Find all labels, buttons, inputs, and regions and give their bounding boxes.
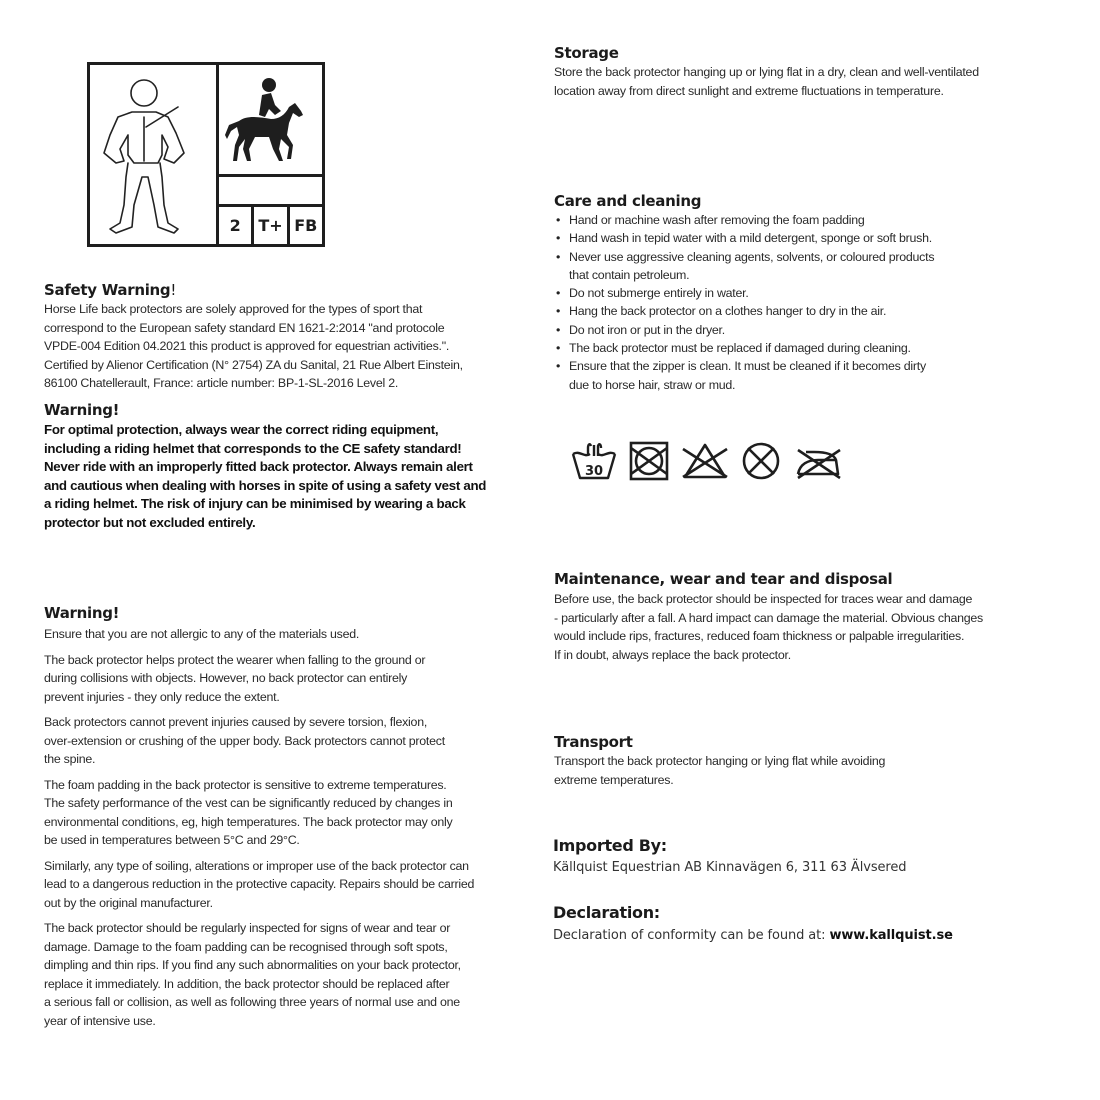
warning-paragraph [44,625,544,644]
safety-warning-section [44,281,534,393]
transport-line: extreme temperatures. [554,772,674,787]
warning-equipment-line: Never ride with an improperly fitted back protector. Always remain alert [44,459,473,475]
paragraph-line: Back protectors cannot prevent injuries caused by severe torsion, flexion, [44,715,428,729]
paragraph-line: damage. Damage to the foam padding can be recognised through soft spots, [44,939,448,954]
transport-line: Transport the back protector hanging or lying flat while avoiding [554,754,886,768]
do-not-dry-clean-icon [740,440,782,482]
warning-equipment-section [44,401,544,533]
paragraph-line: be used in temperatures between 5°C and 29°C. [44,833,300,847]
care-item: • Hand or machine wash after removing the foam padding [554,211,1054,229]
paragraph-line: prevent injuries - they only reduce the extent. [44,689,280,704]
imported-section [553,836,1073,875]
storage-line: location away from direct sunlight and extreme fluctuations in temperature. [554,83,944,98]
back-protector-wearer-icon [90,65,213,244]
wash-temperature: 30 [584,464,604,479]
paragraph-line: the spine. [44,752,96,766]
maintenance-section [554,570,1074,664]
declaration-title: Declaration: [553,903,660,922]
storage-line: Store the back protector hanging up or lying flat in a dry, clean and well-ventilated [554,65,979,79]
hand-wash-30-icon [570,440,618,482]
do-not-tumble-dry-icon [628,440,670,482]
safety-warning-line: Horse Life back protectors are solely approved for the types of sport that [44,302,423,316]
declaration-section [553,903,1073,943]
maintenance-line: Before use, the back protector should be inspected for traces wear and damage [554,592,973,606]
warning-general-section [44,604,544,1030]
care-item: • Hand wash in tepid water with a mild detergent, sponge or soft brush. [554,229,1054,247]
paragraph-line: replace it immediately. In addition, the back protector should be replaced after [44,976,450,991]
safety-warning-line: Certified by Alienor Certification (N° 2754) ZA du Sanital, 21 Rue Albert Einstein, [44,357,463,372]
ce-pictogram [87,62,325,247]
do-not-bleach-icon [680,440,730,482]
paragraph-line: Ensure that you are not allergic to any of the materials used. [44,627,360,641]
code-temperature: T+ [254,207,289,244]
care-item: • Never use aggressive cleaning agents, solvents, or coloured products that contain petroleum. [554,248,1054,285]
paragraph-line: year of intensive use. [44,1013,156,1028]
care-symbols [570,440,844,482]
paragraph-line: The back protector should be regularly inspected for signs of wear and tear or [44,921,451,935]
paragraph-line: a serious fall or collision, as well as following three years of normal use and one [44,995,460,1009]
care-title: Care and cleaning [554,192,702,210]
paragraph-line: lead to a dangerous reduction in the protective capacity. Repairs should be carried [44,877,475,891]
warning-paragraph [44,919,544,1030]
care-item: • Do not submerge entirely in water. [554,284,1054,302]
declaration-link[interactable]: www.kallquist.se [829,928,953,943]
paragraph-line: out by the original manufacturer. [44,895,213,910]
transport-title: Transport [554,733,633,751]
paragraph-line: The back protector helps protect the wearer when falling to the ground or [44,652,426,667]
declaration-statement: Declaration of conformity can be found at: [553,928,830,943]
safety-warning-line: 86100 Chatellerault, France: article number: BP-1-SL-2016 Level 2. [44,376,399,390]
care-item: • The back protector must be replaced if damaged during cleaning. [554,339,1054,357]
care-item: • Do not iron or put in the dryer. [554,321,1054,339]
warning-general-title: Warning! [44,604,120,622]
warning-paragraph [44,713,544,769]
maintenance-line: If in doubt, always replace the back protector. [554,647,791,662]
protection-codes [219,207,322,244]
figure-panel [90,65,219,244]
safety-warning-line: correspond to the European safety standard EN 1621-2:2014 "and protocole [44,320,445,335]
paragraph-line: during collisions with objects. However, no back protector can entirely [44,671,408,685]
warning-equipment-line: For optimal protection, always wear the correct riding equipment, [44,422,439,437]
declaration-text [553,928,1073,943]
paragraph-line: Similarly, any type of soiling, alterations or improper use of the back protector can [44,858,469,873]
blank-panel [219,177,322,207]
safety-warning-title: Safety Warning! [44,281,177,299]
warning-equipment-line: and cautious when dealing with horses in spite of using a safety vest and [44,477,487,493]
care-list [554,211,1054,394]
storage-title: Storage [554,44,619,62]
code-coverage: FB [294,216,318,235]
warning-paragraph [44,857,544,913]
care-section [554,192,1054,394]
warning-paragraph [44,651,544,707]
maintenance-line: - particularly after a fall. A hard impact can damage the material. Obvious changes [554,610,983,625]
horse-rider-icon [219,65,322,171]
activity-panel [219,65,322,177]
imported-title: Imported By: [553,836,667,855]
paragraph-line: The foam padding in the back protector is sensitive to extreme temperatures. [44,777,447,792]
warning-paragraph [44,776,544,850]
warning-equipment-line: a riding helmet. The risk of injury can be minimised by wearing a back [44,496,466,512]
paragraph-line: The safety performance of the vest can be significantly reduced by changes in [44,796,453,810]
paragraph-line: dimpling and thin rips. If you find any such abnormalities on your back protector, [44,958,461,972]
warning-equipment-line: including a riding helmet that corresponds to the CE safety standard! [44,440,462,456]
safety-warning-line: VPDE-004 Edition 04.2021 this product is approved for equestrian activities.". [44,339,450,353]
paragraph-line: over-extension or crushing of the upper body. Back protectors cannot protect [44,733,445,748]
warning-equipment-title: Warning! [44,401,120,419]
care-item: • Ensure that the zipper is clean. It must be cleaned if it becomes dirty due to horse hair, straw or mud. [554,357,1054,394]
maintenance-title: Maintenance, wear and tear and disposal [554,570,893,588]
maintenance-line: would include rips, fractures, reduced foam thickness or palpable irregularities. [554,629,965,643]
warning-equipment-line: protector but not excluded entirely. [44,514,256,530]
code-level: 2 [219,207,254,244]
transport-section [554,733,1054,789]
paragraph-line: environmental conditions, eg, high temperatures. The back protector may only [44,814,453,829]
importer-address: Källquist Equestrian AB Kinnavägen 6, 311 63 Älvsered [553,860,907,875]
do-not-iron-icon [792,440,844,482]
care-item: • Hang the back protector on a clothes hanger to dry in the air. [554,302,1054,320]
storage-section [554,44,1074,100]
